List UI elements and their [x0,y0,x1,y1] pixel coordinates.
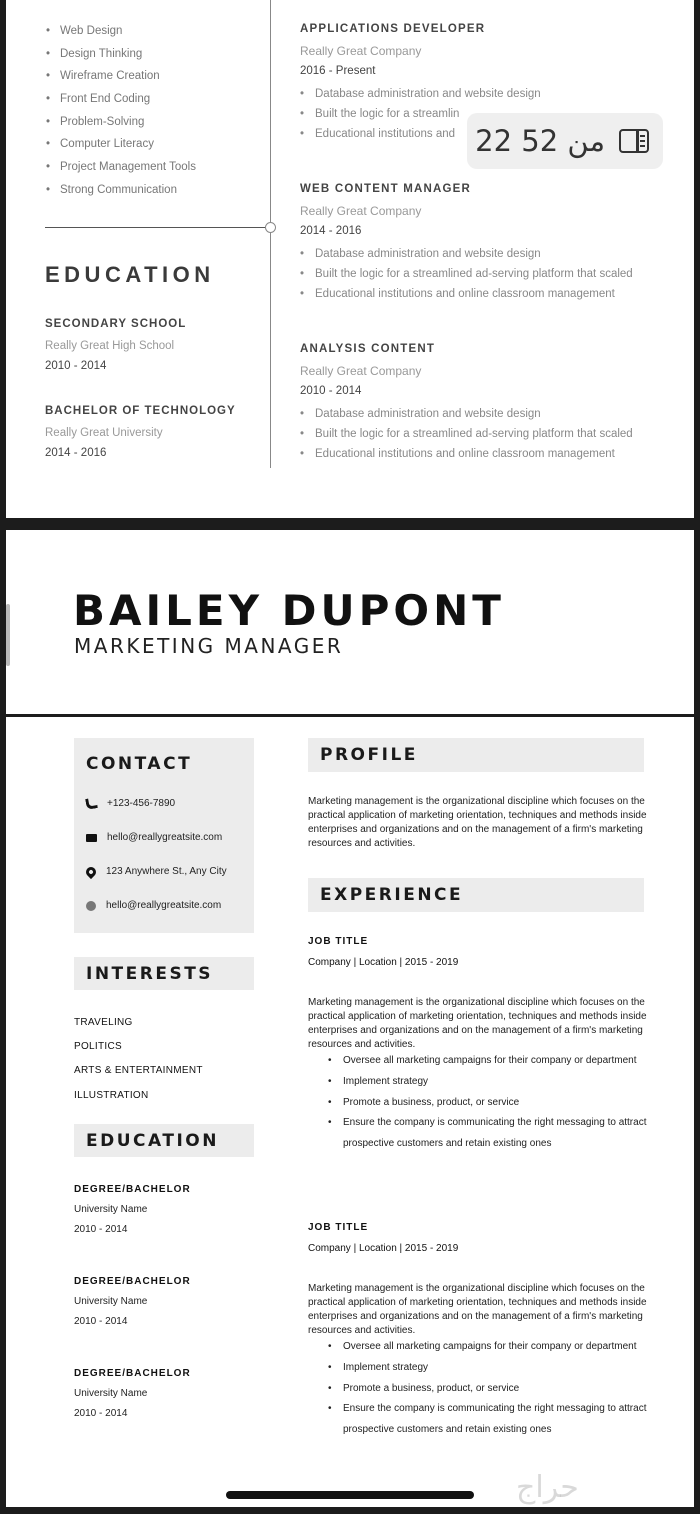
duty-item: • Ensure the company is communicating the right messaging to attract prospective customers and retain existing ones [328,1113,668,1155]
contact-text: 123 Anywhere St., Any City [106,866,227,877]
contact-email [86,832,222,843]
job-duties [328,1337,668,1441]
contact-phone [86,798,175,809]
contact-section [74,738,254,933]
degree-title: DEGREE/BACHELOR [74,1184,191,1195]
resume-header [6,530,694,714]
section-divider [45,227,271,228]
job-title: APPLICATIONS DEVELOPER [300,23,486,35]
school-name: Really Great University [45,427,163,439]
job-subtitle: Company | Location | 2015 - 2019 [308,1243,459,1254]
job-bullet: • Built the logic for a streamlined ad-serving platform that scaled [300,426,690,446]
skill-item: • Project Management Tools [46,158,196,181]
education-years: 2010 - 2014 [74,1316,128,1327]
job-title: WEB CONTENT MANAGER [300,183,472,195]
job-entry [300,343,690,466]
job-subtitle: Company | Location | 2015 - 2019 [308,957,459,968]
experience-heading: EXPERIENCE [320,885,464,905]
contact-text: hello@reallygreatsite.com [106,900,222,911]
haraj-watermark: حراج [516,1470,579,1505]
contact-text: +123-456-7890 [107,798,176,809]
reader-view-icon[interactable] [619,129,649,153]
interests-heading-bar [74,957,254,990]
job-bullet: • Database administration and website design [300,406,690,426]
skill-item: • Web Design [46,22,196,45]
contact-text: hello@reallygreatsite.com [107,832,223,843]
divider-node [265,222,276,233]
job-bullets [300,406,690,466]
job-years: 2010 - 2014 [300,385,362,397]
duty-item: • Implement strategy [328,1358,668,1379]
job-bullet: • Database administration and website design [300,86,690,106]
education-years: 2010 - 2014 [45,360,107,372]
duty-item: • Implement strategy [328,1072,668,1093]
school-name: Really Great High School [45,340,175,352]
skill-item: • Design Thinking [46,45,196,68]
skill-item: • Problem-Solving [46,113,196,136]
degree-title: DEGREE/BACHELOR [74,1368,191,1379]
interests-heading: INTERESTS [86,964,214,984]
candidate-role: MARKETING MANAGER [74,634,344,658]
interest-item: TRAVELING [74,1017,133,1028]
profile-heading: PROFILE [320,745,418,765]
interest-item: ARTS & ENTERTAINMENT [74,1065,203,1076]
job-bullet: • Educational institutions and online classroom management [300,446,690,466]
job-company: Really Great Company [300,204,422,218]
duty-item: • Oversee all marketing campaigns for their company or department [328,1337,668,1358]
page-indicator-text: 22 من 52 [475,124,605,158]
profile-text: Marketing management is the organizational discipline which focuses on the practical application of marketing orientation, techniques and methods inside enterprises and organizations and on the management of a firm's marketing resources and activities. [308,796,647,849]
education-years: 2010 - 2014 [74,1408,128,1419]
contact-address [86,866,227,877]
location-icon [84,864,98,878]
scroll-indicator[interactable] [6,604,10,666]
education-entry [74,1276,254,1327]
email-icon [86,834,97,842]
university-name: University Name [74,1204,148,1215]
resume-page-1 [6,0,694,518]
column-divider [270,0,271,468]
job-company: Really Great Company [300,364,422,378]
job-bullet: • Built the logic for a streamlin [300,106,690,126]
interest-item: ILLUSTRATION [74,1090,149,1101]
education-heading: EDUCATION [86,1131,219,1151]
contact-website [86,900,221,911]
job-entry [300,183,690,306]
job-company: Really Great Company [300,44,422,58]
education-entry [74,1184,254,1235]
job-bullet: • Educational institutions and online classroom management [300,286,690,306]
education-years: 2010 - 2014 [74,1224,128,1235]
job-duties [328,1051,668,1155]
university-name: University Name [74,1388,148,1399]
skill-item: • Strong Communication [46,181,196,204]
education-heading: EDUCATION [45,262,215,287]
job-years: 2016 - Present [300,65,376,77]
page-indicator[interactable] [467,113,663,169]
education-heading-bar [74,1124,254,1157]
job-bullet: • Educational institutions and [300,126,690,146]
education-entry [45,318,265,372]
profile-heading-bar [308,738,644,772]
skill-item: • Computer Literacy [46,135,196,158]
phone-icon [85,797,98,810]
home-indicator[interactable] [226,1491,474,1499]
education-entry [74,1368,254,1419]
degree-title: SECONDARY SCHOOL [45,318,187,330]
duty-item: • Oversee all marketing campaigns for their company or department [328,1051,668,1072]
duty-item: • Promote a business, product, or service [328,1093,668,1114]
job-bullet: • Database administration and website design [300,246,690,266]
job-title: ANALYSIS CONTENT [300,343,436,355]
experience-heading-bar [308,878,644,912]
job-description: Marketing management is the organizational discipline which focuses on the practical application of marketing orientation, techniques and methods inside enterprises and organizations and on the management of a firm's marketing resources and activities. [308,1283,647,1336]
university-name: University Name [74,1296,148,1307]
education-entry [45,405,265,459]
duty-item: • Promote a business, product, or service [328,1379,668,1400]
job-bullet: • Built the logic for a streamlined ad-serving platform that scaled [300,266,690,286]
job-description: Marketing management is the organizational discipline which focuses on the practical application of marketing orientation, techniques and methods inside enterprises and organizations and on the management of a firm's marketing resources and activities. [308,997,647,1050]
globe-icon [86,901,96,911]
duty-item: • Ensure the company is communicating the right messaging to attract prospective customers and retain existing ones [328,1399,668,1441]
degree-title: BACHELOR OF TECHNOLOGY [45,405,236,417]
candidate-name: BAILEY DUPONT [73,586,505,635]
education-years: 2014 - 2016 [45,447,107,459]
job-bullets [300,246,690,306]
skill-item: • Front End Coding [46,90,196,113]
skills-list [46,22,196,204]
job-title: JOB TITLE [308,936,369,947]
interest-item: POLITICS [74,1041,122,1052]
degree-title: DEGREE/BACHELOR [74,1276,191,1287]
resume-body [6,717,694,1507]
job-title: JOB TITLE [308,1222,369,1233]
contact-heading: CONTACT [86,754,193,774]
job-years: 2014 - 2016 [300,225,362,237]
skill-item: • Wireframe Creation [46,67,196,90]
